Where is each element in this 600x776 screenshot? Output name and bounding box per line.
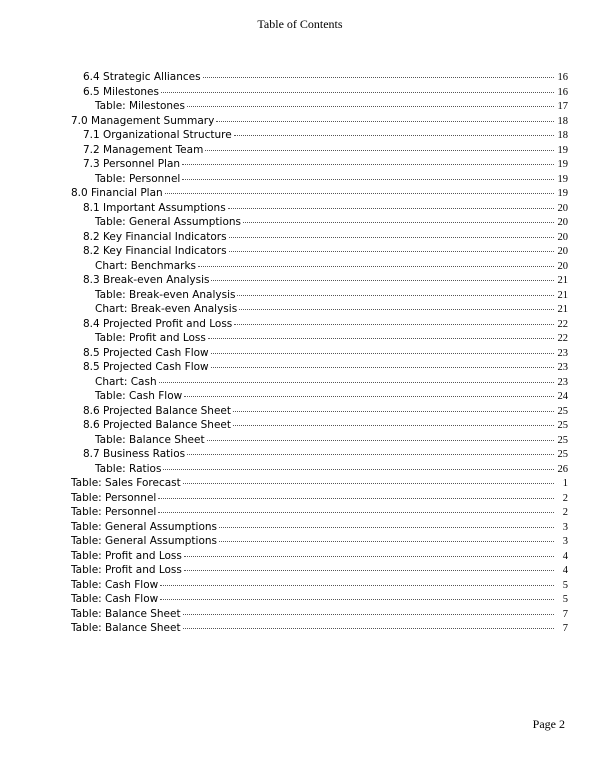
toc-dot-leader [234, 324, 554, 325]
toc-entry-page: 20 [557, 246, 568, 257]
toc-entry[interactable] [71, 578, 568, 593]
toc-dot-leader [183, 614, 554, 615]
toc-entry[interactable] [71, 215, 568, 230]
toc-entry[interactable] [71, 259, 568, 274]
toc-dot-leader [211, 353, 554, 354]
toc-entry-page: 21 [557, 304, 568, 315]
toc-entry[interactable] [71, 172, 568, 187]
toc-entry[interactable] [71, 375, 568, 390]
toc-entry-title: Table: Profit and Loss [71, 564, 182, 576]
toc-entry-title: Table: Sales Forecast [71, 477, 181, 489]
toc-entry-title: Chart: Break-even Analysis [95, 303, 238, 315]
toc-entry-title: Chart: Benchmarks [95, 259, 197, 272]
toc-dot-leader [237, 295, 554, 296]
toc-entry-page: 7 [562, 608, 568, 620]
toc-entry-title: Table: Break-even Analysis [95, 288, 236, 301]
toc-entry-page: 25 [557, 434, 568, 446]
toc-entry-title: Table: Personnel [71, 506, 157, 518]
toc-entry-page: 19 [557, 173, 568, 185]
toc-entry-title: 7.0 Management Summary [71, 114, 215, 127]
toc-entry-title: 6.4 Strategic Alliances [83, 71, 201, 83]
toc-dot-leader [187, 106, 554, 107]
toc-entry-page: 18 [557, 130, 568, 141]
toc-dot-leader [207, 440, 554, 441]
toc-entry[interactable] [71, 592, 568, 607]
toc-entry-title: Table: Balance Sheet [95, 433, 205, 446]
toc-dot-leader [211, 367, 554, 368]
toc-dot-leader [183, 628, 554, 629]
toc-entry-page: 24 [557, 391, 568, 402]
toc-entry-page: 16 [557, 72, 568, 83]
toc-dot-leader [159, 382, 554, 383]
toc-dot-leader [208, 338, 554, 339]
toc-entry-title: Table: Cash Flow [95, 390, 183, 402]
toc-entry-title: 8.2 Key Financial Indicators [83, 245, 227, 257]
toc-entry-page: 20 [557, 260, 568, 272]
toc-entry-page: 20 [557, 231, 568, 243]
toc-entry[interactable] [71, 563, 568, 578]
toc-entry-title: Table: Profit and Loss [95, 332, 206, 344]
toc-dot-leader [187, 454, 554, 455]
toc-entry-title: Table: Personnel [95, 172, 181, 185]
toc-entry-page: 23 [557, 362, 568, 373]
toc-entry[interactable] [71, 621, 568, 636]
toc-entry-title: 8.2 Key Financial Indicators [83, 230, 227, 243]
toc-entry-page: 22 [557, 318, 568, 330]
toc-entry-title: Table: Balance Sheet [71, 607, 181, 620]
toc-entry-title: Table: Personnel [71, 491, 157, 504]
toc-entry[interactable] [71, 273, 568, 288]
toc-entry-page: 16 [557, 86, 568, 98]
toc-entry-page: 2 [562, 507, 568, 518]
toc-entry[interactable] [71, 302, 568, 317]
toc-dot-leader [234, 135, 554, 136]
toc-entry[interactable] [71, 462, 568, 477]
toc-entry-page: 25 [557, 420, 568, 431]
toc-dot-leader [198, 266, 554, 267]
toc-entry-page: 20 [557, 202, 568, 214]
toc-entry-title: 7.3 Personnel Plan [83, 158, 181, 170]
toc-dot-leader [219, 541, 554, 542]
toc-entry[interactable] [71, 549, 568, 564]
toc-entry[interactable] [71, 404, 568, 419]
toc-entry-page: 19 [557, 144, 568, 156]
toc-entry-title: 8.4 Projected Profit and Loss [83, 317, 233, 330]
toc-entry-title: 8.7 Business Ratios [83, 448, 186, 460]
toc-entry[interactable] [71, 447, 568, 462]
toc-dot-leader [183, 483, 554, 484]
toc-entry[interactable] [71, 520, 568, 535]
toc-entry-title: 8.1 Important Assumptions [83, 201, 226, 214]
toc-dot-leader [233, 411, 554, 412]
toc-entry[interactable] [71, 186, 568, 201]
toc-dot-leader [219, 527, 554, 528]
toc-dot-leader [165, 193, 554, 194]
toc-dot-leader [228, 208, 554, 209]
toc-dot-leader [184, 556, 554, 557]
toc-entry-title: Table: Milestones [95, 100, 185, 112]
toc-entry[interactable] [71, 389, 568, 404]
toc-entry[interactable] [71, 360, 568, 375]
toc-entry-title: Table: Balance Sheet [71, 622, 181, 634]
toc-entry-page: 4 [562, 550, 568, 562]
toc-entry-page: 5 [562, 579, 568, 591]
toc-dot-leader [239, 309, 554, 310]
toc-entry-page: 2 [562, 492, 568, 504]
toc-entry[interactable] [71, 201, 568, 216]
toc-dot-leader [243, 222, 554, 223]
toc-entry-title: Table: Profit and Loss [71, 549, 182, 562]
toc-entry-page: 3 [562, 536, 568, 547]
toc-dot-leader [182, 164, 554, 165]
toc-entry-page: 5 [562, 594, 568, 605]
toc-entry[interactable] [71, 476, 568, 491]
toc-dot-leader [205, 150, 554, 151]
toc-entry[interactable] [71, 418, 568, 433]
toc-entry[interactable] [71, 346, 568, 361]
toc-entry-title: 6.5 Milestones [83, 85, 159, 98]
toc-entry-title: 8.3 Break-even Analysis [83, 274, 210, 286]
toc-entry[interactable] [71, 331, 568, 346]
toc-entry-page: 19 [557, 188, 568, 199]
toc-entry-page: 19 [557, 159, 568, 170]
toc-dot-leader [211, 280, 554, 281]
toc-entry-page: 1 [562, 478, 568, 489]
toc-entry[interactable] [71, 157, 568, 172]
toc-entry-title: 8.6 Projected Balance Sheet [83, 404, 231, 417]
toc-dot-leader [161, 92, 554, 93]
toc-entry-title: 8.5 Projected Cash Flow [83, 346, 209, 359]
toc-entry-page: 17 [557, 101, 568, 112]
toc-entry-title: Chart: Cash [95, 375, 157, 388]
toc-dot-leader [158, 512, 554, 513]
toc-dot-leader [184, 570, 554, 571]
toc-entry[interactable] [71, 491, 568, 506]
toc-entry-page: 7 [562, 623, 568, 634]
toc-dot-leader [184, 396, 554, 397]
toc-entry-title: Table: General Assumptions [71, 520, 218, 533]
toc-entry[interactable] [71, 114, 568, 129]
toc-entry[interactable] [71, 143, 568, 158]
toc-entry[interactable] [71, 99, 568, 114]
toc-entry[interactable] [71, 534, 568, 549]
toc-entry[interactable] [71, 128, 568, 143]
toc-entry-title: Table: General Assumptions [71, 535, 218, 547]
toc-entry-title: 7.1 Organizational Structure [83, 129, 232, 141]
toc-dot-leader [233, 425, 554, 426]
toc-dot-leader [160, 599, 554, 600]
toc-entry-title: 8.0 Financial Plan [71, 187, 163, 199]
page-number: Page 2 [532, 717, 565, 731]
toc-entry-page: 23 [557, 347, 568, 359]
toc-entry-page: 4 [562, 565, 568, 576]
toc-dot-leader [229, 237, 554, 238]
toc-dot-leader [158, 498, 554, 499]
table-of-contents [71, 70, 568, 636]
toc-entry-page: 20 [557, 217, 568, 228]
toc-entry-page: 21 [557, 275, 568, 286]
toc-entry-title: 8.5 Projected Cash Flow [83, 361, 209, 373]
toc-entry[interactable] [71, 505, 568, 520]
toc-entry-page: 25 [557, 405, 568, 417]
toc-dot-leader [203, 77, 554, 78]
toc-entry[interactable] [71, 70, 568, 85]
toc-dot-leader [163, 469, 554, 470]
toc-dot-leader [229, 251, 554, 252]
toc-entry-page: 23 [557, 376, 568, 388]
toc-entry-page: 25 [557, 449, 568, 460]
toc-entry-title: Table: Cash Flow [71, 593, 159, 605]
toc-entry-page: 21 [557, 289, 568, 301]
toc-entry-title: Table: General Assumptions [95, 216, 242, 228]
toc-entry-title: 8.6 Projected Balance Sheet [83, 419, 231, 431]
toc-entry[interactable] [71, 317, 568, 332]
toc-dot-leader [160, 585, 554, 586]
toc-entry[interactable] [71, 230, 568, 245]
toc-entry-page: 22 [557, 333, 568, 344]
toc-entry-title: 7.2 Management Team [83, 143, 204, 156]
toc-entry[interactable] [71, 244, 568, 259]
toc-entry[interactable] [71, 433, 568, 448]
toc-entry-page: 18 [557, 115, 568, 127]
toc-entry[interactable] [71, 85, 568, 100]
toc-dot-leader [182, 179, 554, 180]
toc-entry-title: Table: Cash Flow [71, 578, 159, 591]
toc-entry[interactable] [71, 288, 568, 303]
toc-dot-leader [216, 121, 554, 122]
page-title: Table of Contents [257, 17, 343, 31]
toc-entry-page: 3 [562, 521, 568, 533]
toc-entry-title: Table: Ratios [95, 462, 162, 475]
toc-entry[interactable] [71, 607, 568, 622]
toc-entry-page: 26 [557, 463, 568, 475]
